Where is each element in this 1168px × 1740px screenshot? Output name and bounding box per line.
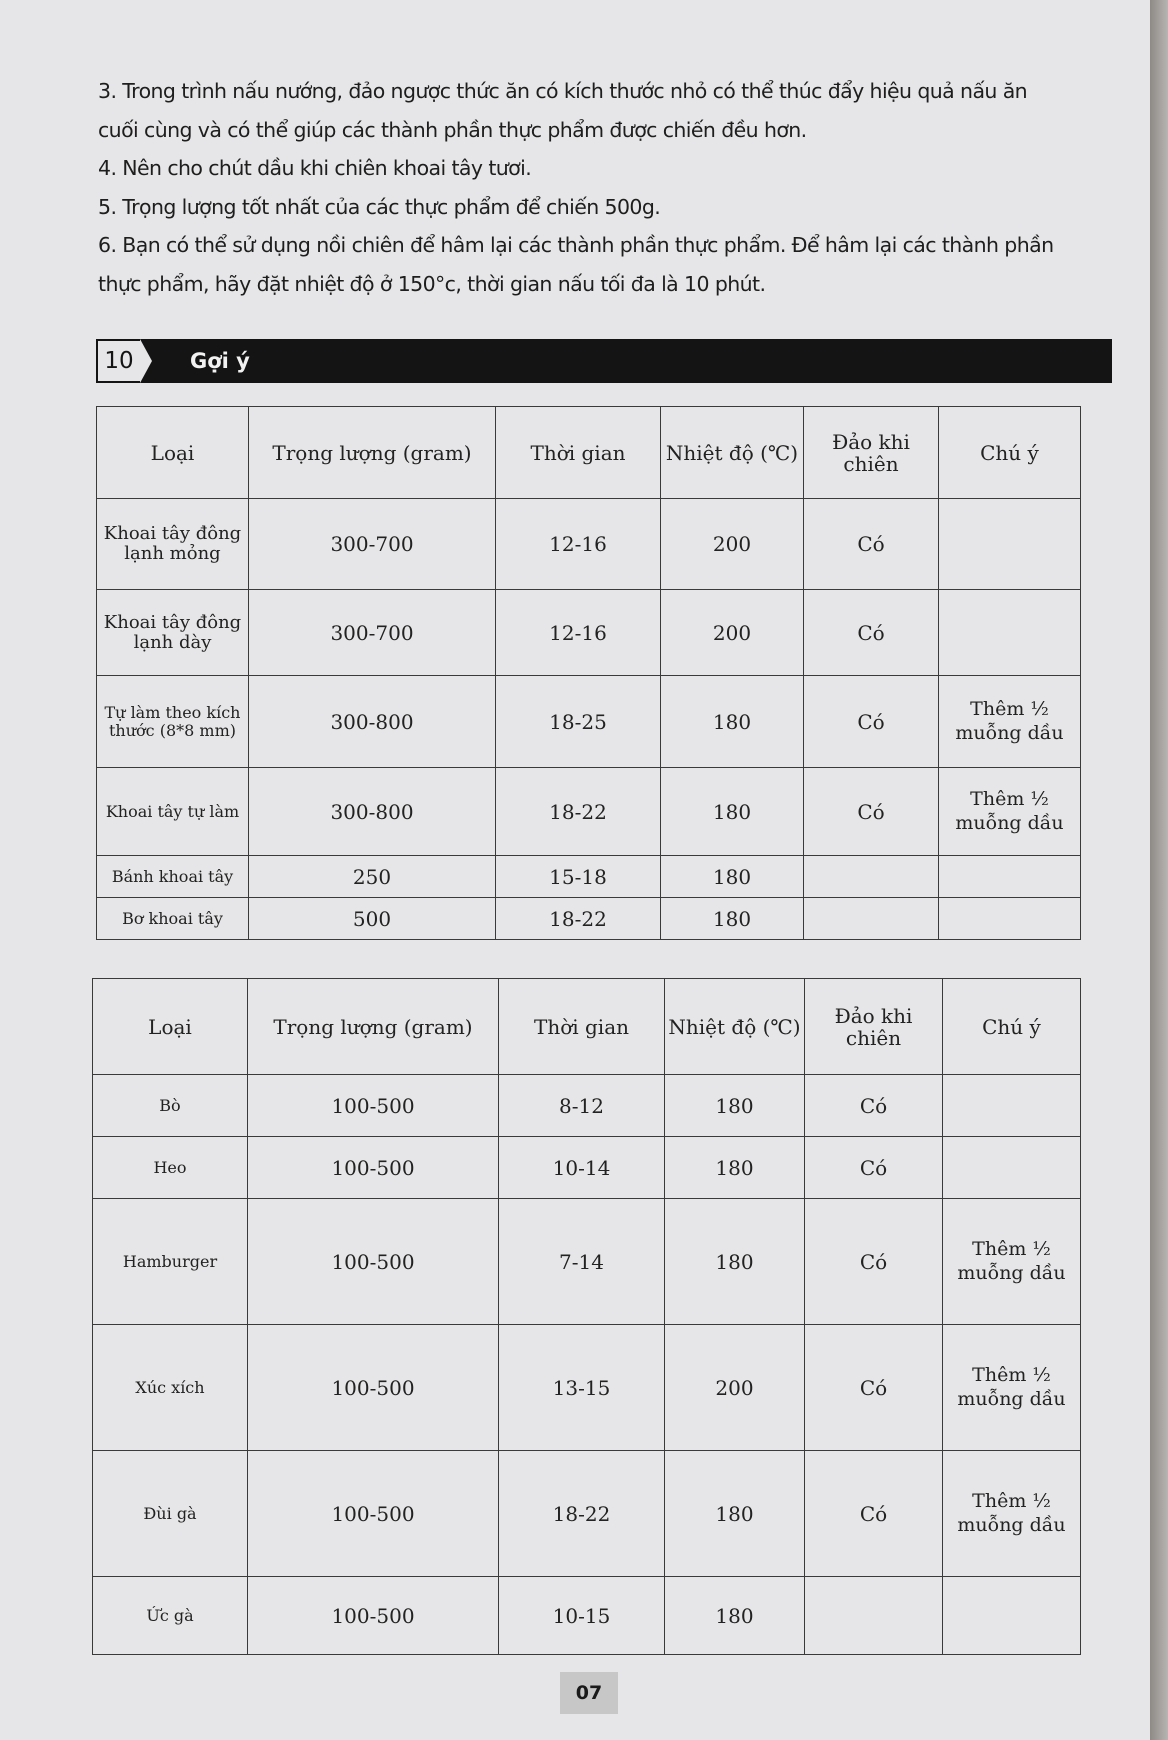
cell-type: Heo — [93, 1137, 248, 1199]
cell-temp: 180 — [665, 1199, 805, 1325]
cell-note — [943, 1577, 1081, 1655]
header-temp: Nhiệt độ (℃) — [661, 407, 804, 499]
table-row — [93, 1199, 1081, 1325]
cell-weight: 100-500 — [248, 1325, 499, 1451]
cell-flip: Có — [805, 1451, 943, 1577]
cell-type: Bánh khoai tây — [97, 856, 249, 898]
cell-note: Thêm ½ muỗng dầu — [939, 676, 1081, 768]
table-row — [97, 590, 1081, 676]
table-row — [93, 1137, 1081, 1199]
cell-time: 18-22 — [499, 1451, 665, 1577]
cell-weight: 250 — [249, 856, 496, 898]
cell-time: 8-12 — [499, 1075, 665, 1137]
cell-temp: 180 — [665, 1075, 805, 1137]
cell-flip: Có — [804, 499, 939, 590]
tip-line: 5. Trọng lượng tốt nhất của các thực phẩm để chiến 500g. — [98, 194, 661, 219]
cell-flip — [804, 898, 939, 940]
cell-flip: Có — [805, 1325, 943, 1451]
cell-temp: 180 — [665, 1577, 805, 1655]
table-header-row — [93, 979, 1081, 1075]
cell-weight: 500 — [249, 898, 496, 940]
meat-cooking-table — [92, 978, 1081, 1655]
cell-time: 18-22 — [496, 768, 661, 856]
cell-temp: 200 — [665, 1325, 805, 1451]
cell-flip: Có — [804, 676, 939, 768]
cell-note — [939, 898, 1081, 940]
table-row — [97, 768, 1081, 856]
cell-type: Khoai tây đông lạnh dày — [97, 590, 249, 676]
header-time: Thời gian — [496, 407, 661, 499]
cell-temp: 200 — [661, 499, 804, 590]
page-edge — [1150, 0, 1168, 1740]
cell-temp: 200 — [661, 590, 804, 676]
table-row — [93, 1075, 1081, 1137]
section-title: Gợi ý — [190, 349, 250, 373]
section-number: 10 — [96, 339, 142, 383]
header-time: Thời gian — [499, 979, 665, 1075]
cell-time: 7-14 — [499, 1199, 665, 1325]
cell-type: Khoai tây đông lạnh mỏng — [97, 499, 249, 590]
cell-note — [939, 499, 1081, 590]
table-row — [97, 898, 1081, 940]
header-type: Loại — [93, 979, 248, 1075]
cell-time: 18-22 — [496, 898, 661, 940]
header-type: Loại — [97, 407, 249, 499]
cell-weight: 100-500 — [248, 1199, 499, 1325]
cell-flip — [804, 856, 939, 898]
cell-note: Thêm ½ muỗng dầu — [939, 768, 1081, 856]
header-weight: Trọng lượng (gram) — [248, 979, 499, 1075]
cell-time: 13-15 — [499, 1325, 665, 1451]
table-header-row — [97, 407, 1081, 499]
tip-line: thực phẩm, hãy đặt nhiệt độ ở 150°c, thời gian nấu tối đa là 10 phút. — [98, 271, 766, 296]
cell-weight: 300-800 — [249, 768, 496, 856]
cell-time: 10-14 — [499, 1137, 665, 1199]
cell-type: Bơ khoai tây — [97, 898, 249, 940]
cell-flip: Có — [804, 768, 939, 856]
cell-type: Xúc xích — [93, 1325, 248, 1451]
tips-list — [98, 72, 1118, 303]
cell-type: Tự làm theo kích thước (8*8 mm) — [97, 676, 249, 768]
cell-weight: 100-500 — [248, 1577, 499, 1655]
cell-flip: Có — [804, 590, 939, 676]
cell-type: Ức gà — [93, 1577, 248, 1655]
tip-line: 3. Trong trình nấu nướng, đảo ngược thức ăn có kích thước nhỏ có thể thúc đẩy hiệu quả nấu ăn — [98, 79, 1028, 103]
cell-flip — [805, 1577, 943, 1655]
potato-cooking-table — [96, 406, 1081, 940]
cell-temp: 180 — [661, 898, 804, 940]
cell-note: Thêm ½ muỗng dầu — [943, 1451, 1081, 1577]
cell-note — [939, 590, 1081, 676]
section-arrow-icon — [140, 339, 152, 383]
header-temp: Nhiệt độ (℃) — [665, 979, 805, 1075]
page-number: 07 — [560, 1672, 618, 1714]
header-flip: Đảo khi chiên — [804, 407, 939, 499]
cell-weight: 300-800 — [249, 676, 496, 768]
cell-flip: Có — [805, 1137, 943, 1199]
table-row — [97, 499, 1081, 590]
cell-temp: 180 — [661, 856, 804, 898]
cell-type: Bò — [93, 1075, 248, 1137]
header-note: Chú ý — [943, 979, 1081, 1075]
cell-note — [943, 1075, 1081, 1137]
cell-weight: 300-700 — [249, 499, 496, 590]
cell-weight: 100-500 — [248, 1075, 499, 1137]
header-flip: Đảo khi chiên — [805, 979, 943, 1075]
cell-type: Khoai tây tự làm — [97, 768, 249, 856]
tip-line: 4. Nên cho chút dầu khi chiên khoai tây tươi. — [98, 156, 532, 180]
table-row — [97, 856, 1081, 898]
cell-temp: 180 — [661, 768, 804, 856]
table-row — [93, 1577, 1081, 1655]
cell-type: Hamburger — [93, 1199, 248, 1325]
cell-temp: 180 — [661, 676, 804, 768]
tip-line: 6. Bạn có thể sử dụng nồi chiên để hâm lại các thành phần thực phẩm. Để hâm lại các thành phần — [98, 233, 1054, 257]
cell-note — [939, 856, 1081, 898]
tip-line: cuối cùng và có thể giúp các thành phần thực phẩm được chiến đều hơn. — [98, 117, 807, 142]
cell-temp: 180 — [665, 1137, 805, 1199]
cell-note — [943, 1137, 1081, 1199]
cell-time: 15-18 — [496, 856, 661, 898]
cell-time: 10-15 — [499, 1577, 665, 1655]
cell-flip: Có — [805, 1075, 943, 1137]
cell-time: 18-25 — [496, 676, 661, 768]
cell-flip: Có — [805, 1199, 943, 1325]
cell-weight: 300-700 — [249, 590, 496, 676]
table-row — [93, 1451, 1081, 1577]
cell-time: 12-16 — [496, 590, 661, 676]
table-row — [97, 676, 1081, 768]
cell-note: Thêm ½ muỗng dầu — [943, 1325, 1081, 1451]
table-row — [93, 1325, 1081, 1451]
cell-note: Thêm ½ muỗng dầu — [943, 1199, 1081, 1325]
cell-weight: 100-500 — [248, 1137, 499, 1199]
cell-time: 12-16 — [496, 499, 661, 590]
section-header — [96, 339, 1112, 383]
cell-weight: 100-500 — [248, 1451, 499, 1577]
header-note: Chú ý — [939, 407, 1081, 499]
cell-type: Đùi gà — [93, 1451, 248, 1577]
cell-temp: 180 — [665, 1451, 805, 1577]
header-weight: Trọng lượng (gram) — [249, 407, 496, 499]
